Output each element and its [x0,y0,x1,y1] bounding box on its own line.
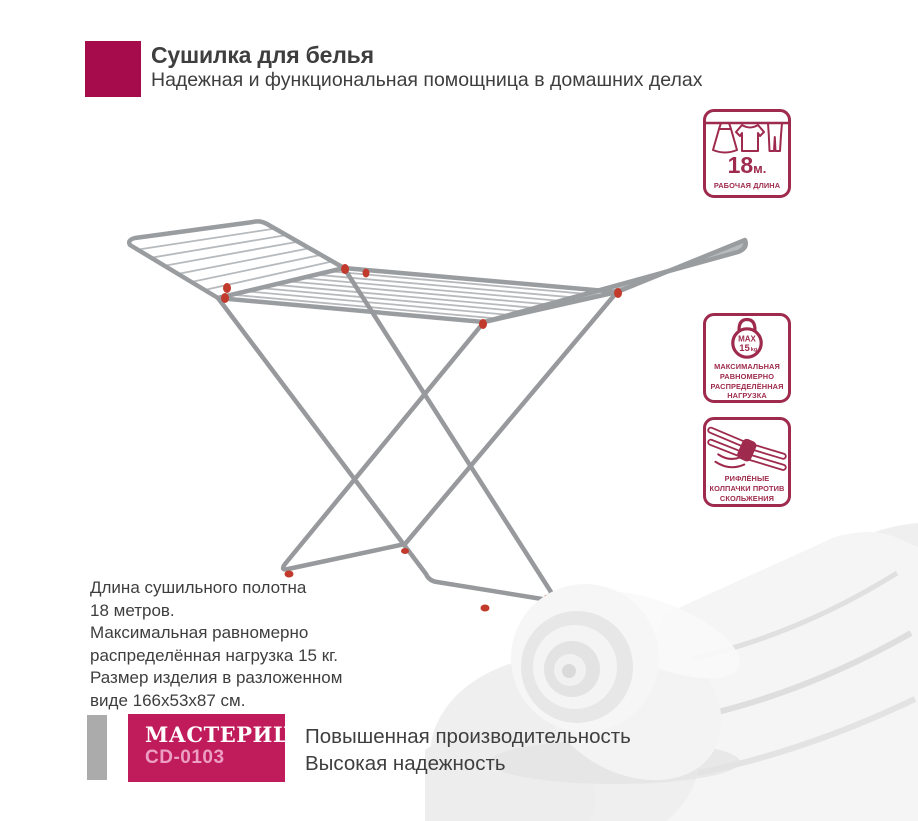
max-label: MAX [738,334,756,344]
working-length-value [706,152,788,179]
brand-gray-bar [87,715,107,780]
header-accent-square [85,41,141,97]
badge-anti-slip [703,417,791,507]
anti-slip-label: РИФЛЁНЫЕ КОЛПАЧКИ ПРОТИВ СКОЛЬЖЕНИЯ [709,474,785,503]
brand-badge [128,714,312,782]
badge-working-length [703,109,791,198]
working-length-label: РАБОЧАЯ ДЛИНА [713,181,781,190]
clothes-on-line-icon [706,112,788,156]
tagline-1: Повышенная производительность [305,725,631,748]
ribbed-caps-icon [706,420,788,472]
taglines [305,723,631,777]
brand-name: МАСТЕРИЦА [145,722,312,747]
max-unit: kg [750,347,758,353]
tagline-2: Высокая надежность [305,752,506,775]
kettlebell-icon [706,316,788,360]
max-load-label: МАКСИМАЛЬНАЯ РАВНОМЕРНО РАСПРЕДЕЛЁННАЯ НАГРУЗКА [710,362,784,401]
page-title: Сушилка для белья [151,42,374,68]
brand-model: CD-0103 [145,747,225,769]
working-length-number: 18 [727,152,754,178]
working-length-unit: м. [753,161,767,176]
page-subtitle: Надежная и функциональная помощница в домашних делах [151,69,703,91]
specs-text: Длина сушильного полотна 18 метров. Максимальная равномерно распределённая нагрузка 15 кг. Размер изделия в разложенном виде 166х53х87 см. [90,578,343,710]
badge-max-load [703,313,791,403]
max-value: 15 [739,343,750,354]
